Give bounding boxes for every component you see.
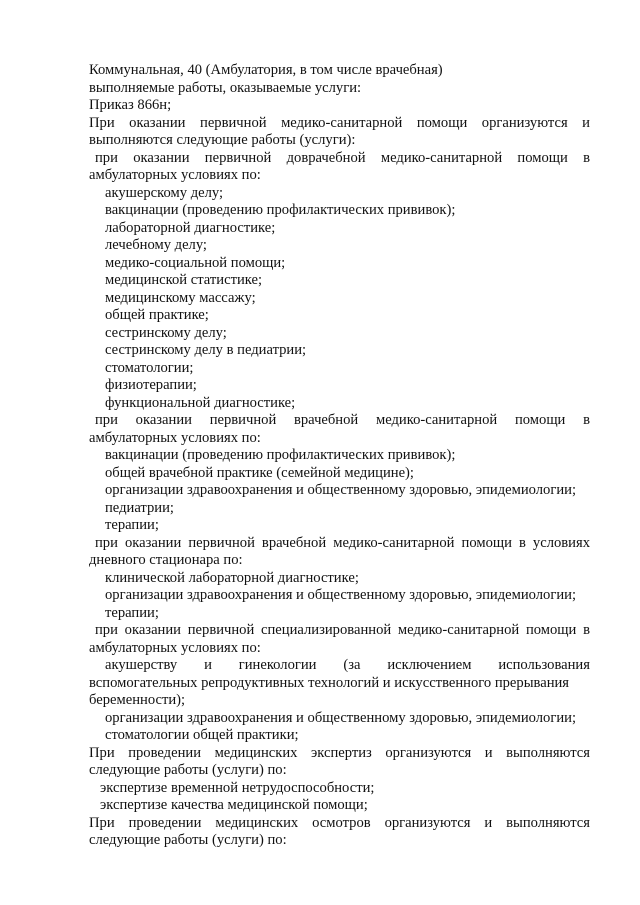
subsection-specialized-line1: при оказании первичной специализированной медико-санитарной помощи в — [95, 622, 590, 638]
list-item: функциональной диагностике; — [105, 394, 296, 411]
list-item: вакцинации (проведению профилактических прививок); — [105, 202, 456, 218]
spread-word: (за — [343, 657, 361, 673]
spread-word: исключением — [387, 657, 472, 673]
subsection-day-hospital-line1: при оказании первичной врачебной медико-санитарной помощи в условиях — [95, 534, 590, 551]
list-item: организации здравоохранения и общественному здоровью, эпидемиологии; — [105, 709, 577, 726]
address-line: Коммунальная, 40 (Амбулатория, в том числе врачебная) — [89, 62, 443, 78]
spread-word: акушерству — [105, 657, 178, 673]
list-item: лабораторной диагностике; — [105, 219, 276, 236]
section-expertise-line1: При проведении медицинских экспертиз организуются и выполняются — [89, 744, 590, 761]
list-item: терапии; — [105, 517, 159, 533]
list-item-continuation: вспомогательных репродуктивных технологий и искусственного прерывания — [89, 674, 570, 691]
list-item: организации здравоохранения и общественному здоровью, эпидемиологии; — [105, 482, 577, 498]
subsection-prevrach-line1: при оказании первичной доврачебной медико-санитарной помощи в — [95, 149, 590, 166]
subsection-specialized-line2: амбулаторных условиях по: — [89, 639, 261, 656]
list-item: клинической лабораторной диагностике; — [105, 569, 359, 586]
list-item-spread — [89, 657, 590, 675]
list-item: лечебному делу; — [105, 237, 207, 253]
subsection-vrach-line1: при оказании первичной врачебной медико-санитарной помощи в — [95, 412, 590, 428]
order-reference: Приказ 866н; — [89, 97, 172, 113]
list-item: общей врачебной практике (семейной медицине); — [105, 464, 414, 481]
subsection-vrach-line2: амбулаторных условиях по: — [89, 429, 261, 446]
subsection-day-hospital-line2: дневного стационара по: — [89, 552, 243, 568]
section-exams-line1: При проведении медицинских осмотров организуются и выполняются — [89, 814, 590, 831]
list-item: вакцинации (проведению профилактических прививок); — [105, 447, 456, 463]
spread-word: использования — [498, 657, 590, 673]
list-item: терапии; — [105, 604, 159, 621]
list-item: физиотерапии; — [105, 377, 197, 393]
spread-word: гинекологии — [238, 657, 317, 673]
list-item: экспертизе качества медицинской помощи; — [100, 797, 368, 813]
list-item: организации здравоохранения и общественному здоровью, эпидемиологии; — [105, 587, 577, 603]
list-item: стоматологии общей практики; — [105, 727, 299, 743]
document-body — [89, 62, 590, 850]
list-item: экспертизе временной нетрудоспособности; — [100, 779, 375, 796]
subsection-prevrach-line2: амбулаторных условиях по: — [89, 167, 261, 183]
list-item: стоматологии; — [105, 359, 194, 376]
section-exams-line2: следующие работы (услуги) по: — [89, 832, 287, 848]
section-primary-care-line1: При оказании первичной медико-санитарной помощи организуются и — [89, 114, 590, 131]
list-item: медико-социальной помощи; — [105, 254, 286, 271]
list-item: акушерскому делу; — [105, 184, 224, 201]
list-item: общей практике; — [105, 307, 209, 323]
services-heading: выполняемые работы, оказываемые услуги: — [89, 79, 362, 96]
list-item: медицинской статистике; — [105, 272, 263, 288]
list-item-continuation: беременности); — [89, 692, 186, 708]
list-item: педиатрии; — [105, 499, 174, 516]
section-primary-care-line2: выполняются следующие работы (услуги): — [89, 132, 356, 148]
list-item: сестринскому делу в педиатрии; — [105, 342, 307, 358]
list-item: медицинскому массажу; — [105, 289, 256, 306]
section-expertise-line2: следующие работы (услуги) по: — [89, 762, 287, 778]
spread-word: и — [204, 657, 212, 673]
list-item: сестринскому делу; — [105, 324, 227, 341]
